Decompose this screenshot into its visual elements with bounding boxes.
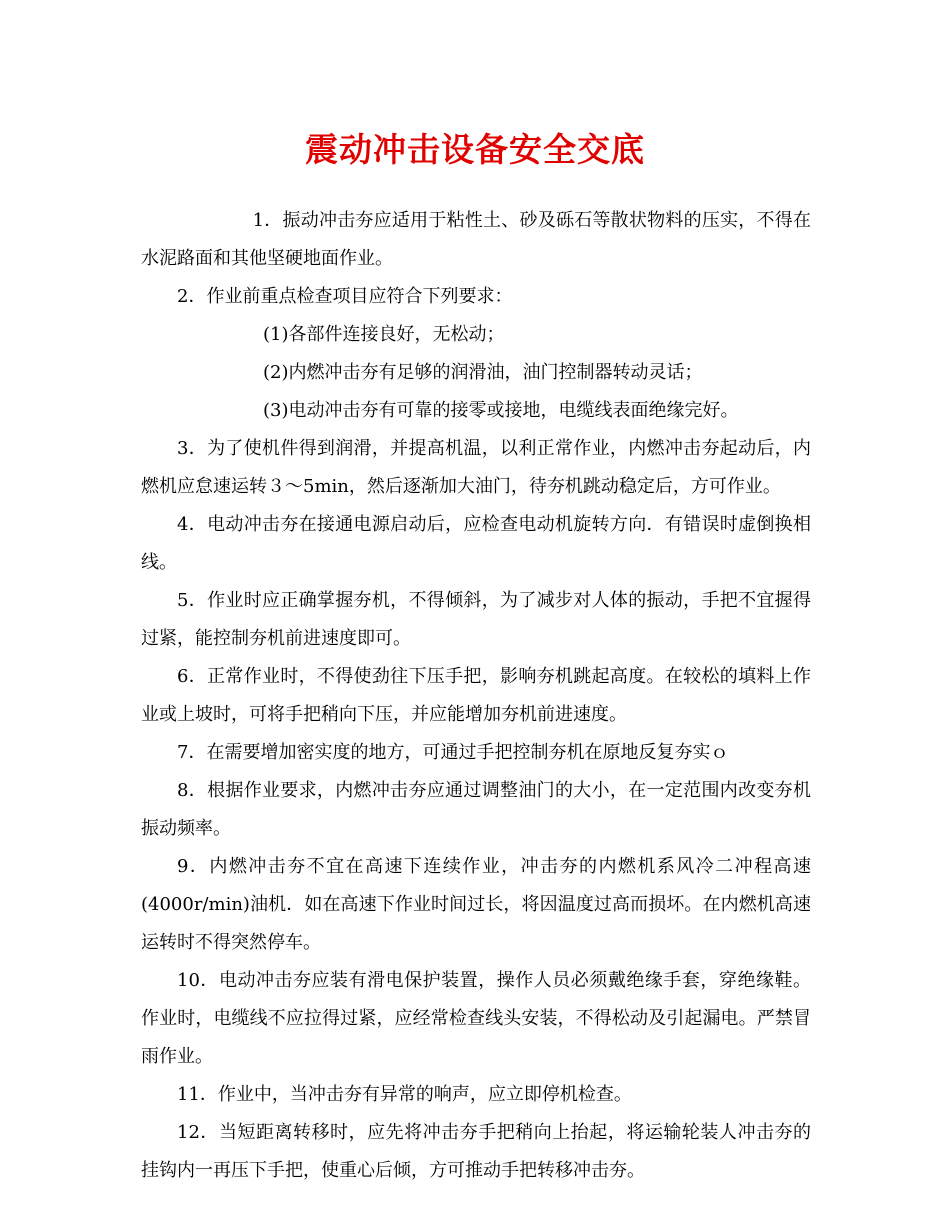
paragraph-4: 4．电动冲击夯在接通电源启动后，应检查电动机旋转方向．有错误时虚倒换相线。 [141,514,811,573]
paragraph-1: 1．振动冲击夯应适用于粘性土、砂及砾石等散状物料的压实，不得在水泥路面和其他坚硬地面作业。 [141,210,811,269]
paragraph-9: 9．内燃冲击夯不宜在高速下连续作业，冲击夯的内燃机系风冷二冲程高速(4000r/min)油机．如在高速下作业时间过长，将因温度过高而损坏。在内燃机高速运转时不得突然停车。 [141,856,811,953]
paragraph-7: 7．在需要增加密实度的地方，可通过手把控制夯机在原地反复夯实ｏ [177,742,729,763]
paragraph-6: 6．正常作业时，不得使劲往下压手把，影响夯机跳起高度。在较松的填料上作业或上坡时，可将手把稍向下压，并应能增加夯机前进速度。 [141,666,811,725]
document-body [141,202,811,1190]
paragraph-12: 12．当短距离转移时，应先将冲击夯手把稍向上抬起，将运输轮装人冲击夯的挂钩内一再压下手把，使重心后倾，方可推动手把转移冲击夯。 [141,1122,811,1181]
sub-item-3: (3)电动冲击夯有可靠的接零或接地，电缆线表面绝缘完好。 [263,400,739,421]
paragraph-8: 8．根据作业要求，内燃冲击夯应通过调整油门的大小，在一定范围内改变夯机振动频率。 [141,780,811,839]
paragraph-3: 3．为了使机件得到润滑，并提高机温，以利正常作业，内燃冲击夯起动后，内燃机应怠速运转３～5min，然后逐渐加大油门，待夯机跳动稳定后，方可作业。 [141,438,811,497]
paragraph-10: 10．电动冲击夯应装有滑电保护装置，操作人员必须戴绝缘手套，穿绝缘鞋。作业时，电缆线不应拉得过紧，应经常检查线头安装，不得松动及引起漏电。严禁冒雨作业。 [141,970,811,1067]
sub-item-2: (2)内燃冲击夯有足够的润滑油，油门控制器转动灵话； [263,362,703,383]
paragraph-2: 2．作业前重点检查项目应符合下列要求： [177,286,513,307]
paragraph-5: 5．作业时应正确掌握夯机，不得倾斜，为了减步对人体的振动，手把不宜握得过紧，能控制夯机前进速度即可。 [141,590,811,649]
sub-item-1: (1)各部件连接良好，无松动； [263,324,505,345]
paragraph-11: 11．作业中，当冲击夯有异常的响声，应立即停机检查。 [177,1084,632,1105]
document-title: 震动冲击设备安全交底 [305,130,645,169]
